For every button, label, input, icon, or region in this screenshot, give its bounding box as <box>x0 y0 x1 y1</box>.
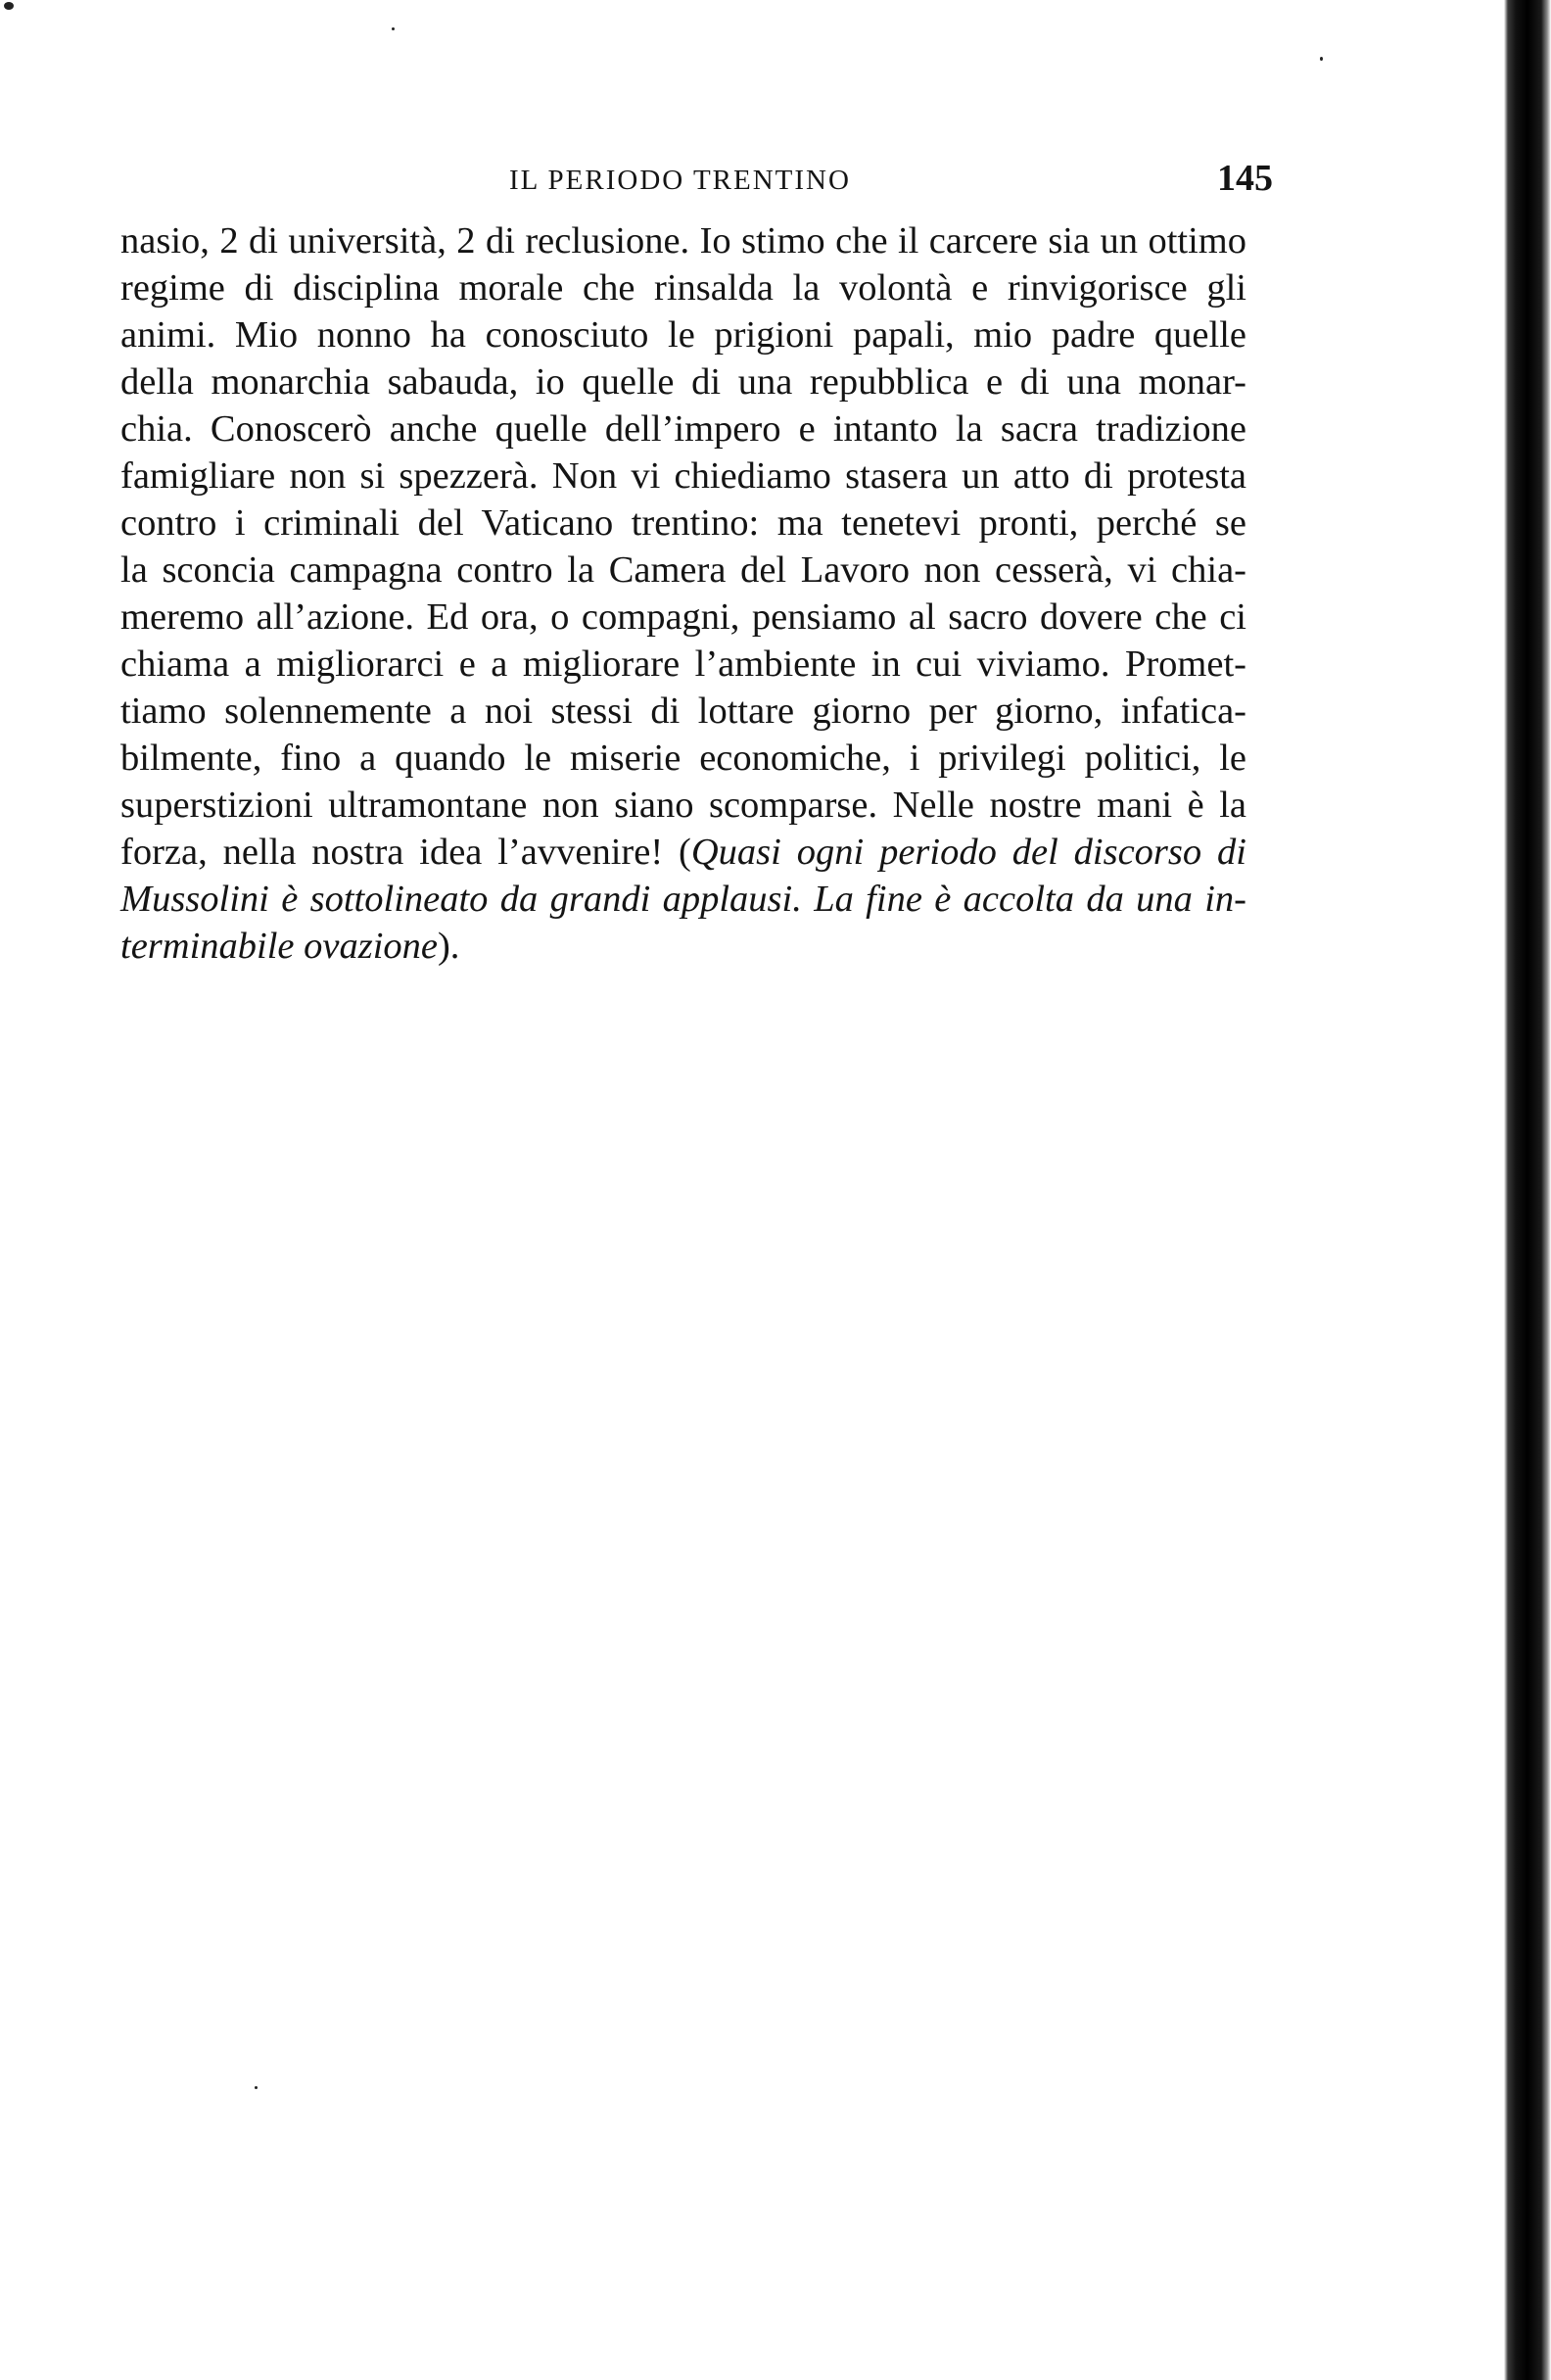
text-line: tiamo solennemente a noi stessi di lottare giorno per giorno, infatica- <box>120 690 1246 732</box>
text-line: chiama a migliorarci e a migliorare l’ambiente in cui viviamo. Promet- <box>120 643 1246 685</box>
text-line: meremo all’azione. Ed ora, o compagni, pensiamo al sacro dovere che ci <box>120 596 1246 638</box>
text-line: regime di disciplina morale che rinsalda la volontà e rinvigorisce gli <box>120 267 1246 309</box>
text-line: bilmente, fino a quando le miserie economiche, i privilegi politici, le <box>120 738 1246 779</box>
scan-speck <box>392 27 395 30</box>
text-line: la sconcia campagna contro la Camera del Lavoro non cesserà, vi chia- <box>120 549 1246 591</box>
roman-text: forza, nella nostra idea l’avvenire! ( <box>120 832 691 873</box>
text-line: nasio, 2 di università, 2 di reclusione. Io stimo che il carcere sia un ottimo <box>120 220 1246 262</box>
running-title: IL PERIODO TRENTINO <box>509 165 851 196</box>
italic-stage-direction: terminabile ovazione <box>120 926 438 967</box>
text-line: chia. Conoscerò anche quelle dell’impero e intanto la sacra tradizione <box>120 408 1246 450</box>
scan-binding-shadow <box>1498 0 1551 2380</box>
page-number: 145 <box>1217 158 1273 199</box>
scan-speck <box>4 2 14 10</box>
scan-speck <box>255 2086 258 2089</box>
italic-stage-direction: Mussolini è sottolineato da grandi applausi. La fine è accolta da una in- <box>120 879 1246 920</box>
text-line-mixed <box>120 829 1246 876</box>
text-line: famigliare non si spezzerà. Non vi chiediamo stasera un atto di protesta <box>120 455 1246 497</box>
text-line: contro i criminali del Vaticano trentino: ma tenetevi pronti, perché se <box>120 502 1246 544</box>
text-line-italic <box>120 876 1246 923</box>
text-line-mixed <box>120 923 1246 970</box>
page-header <box>509 157 1273 206</box>
text-line: animi. Mio nonno ha conosciuto le prigioni papali, mio padre quelle <box>120 314 1246 356</box>
roman-text: ). <box>437 926 460 967</box>
scan-speck <box>1320 57 1323 61</box>
italic-stage-direction: Quasi ogni periodo del discorso di <box>690 832 1246 873</box>
speech-paragraph <box>120 217 1246 970</box>
text-line: della monarchia sabauda, io quelle di una repubblica e di una monar- <box>120 361 1246 403</box>
text-line: superstizioni ultramontane non siano scomparse. Nelle nostre mani è la <box>120 785 1246 826</box>
